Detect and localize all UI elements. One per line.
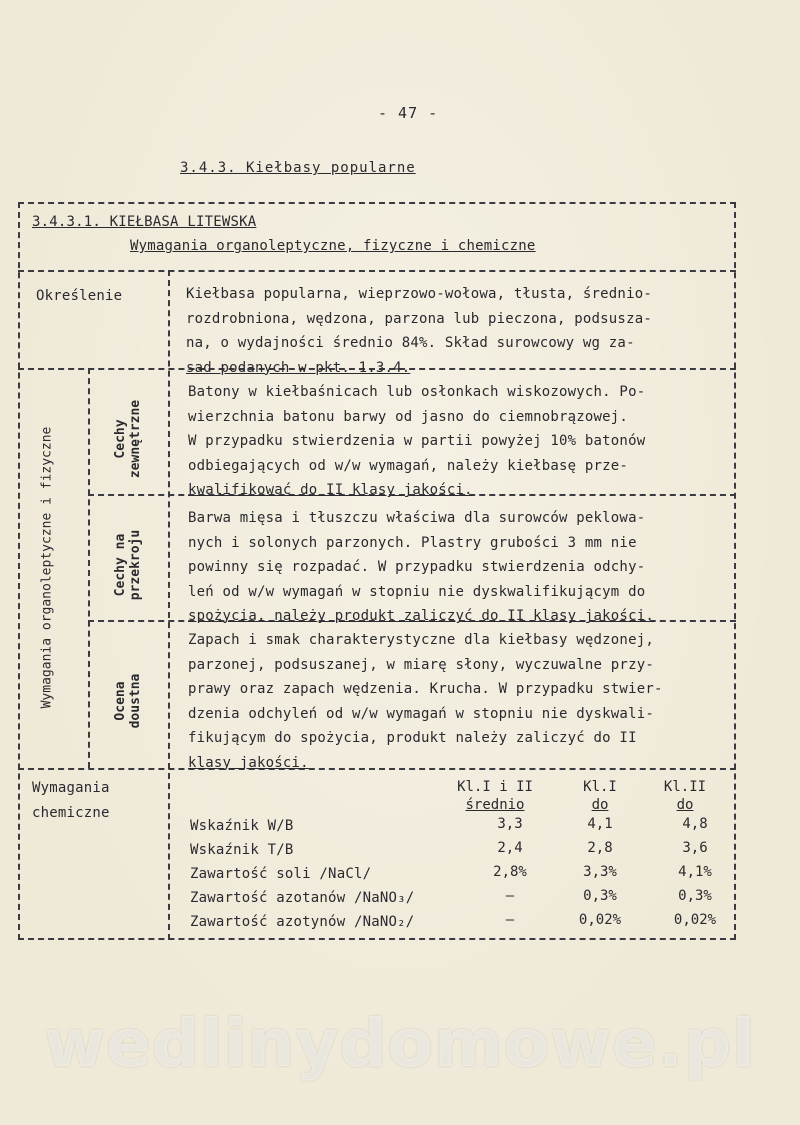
row-class1: 4,1	[587, 816, 613, 832]
text-line: na, o wydajności średnio 84%. Skład surowcowy wg za-	[186, 335, 635, 351]
row-name: Zawartość azotynów /NaNO₂/	[190, 914, 415, 930]
column-header-class1: Kl.I do	[583, 779, 617, 813]
row-avg: 2,8%	[493, 864, 527, 880]
row-name: Wskaźnik T/B	[190, 842, 294, 858]
external-label: Cechy zewnętrzne	[113, 399, 143, 479]
row-class2: 0,02%	[673, 912, 717, 928]
text-line: kwalifikować do II klasy jakości.	[188, 482, 473, 498]
text-line: sad podanych w pkt. 1.3.4.	[186, 359, 411, 376]
text-line: rozdrobniona, wędzona, parzona lub pieczona, podsusza-	[186, 310, 652, 327]
row-avg: 3,3	[497, 816, 523, 832]
text-line: odbiegających od w/w wymagań, należy kiełbasę prze-	[188, 457, 629, 474]
external-text	[188, 380, 645, 503]
column-header-class2: Kl.II do	[663, 779, 707, 813]
row-class1: 0,02%	[578, 912, 622, 928]
text-line: nych i solonych parzonych. Plastry grubości 3 mm nie	[188, 534, 637, 551]
row-class2: 0,3%	[678, 888, 712, 904]
organoleptic-group-label: Wymagania organoleptyczne i fizyczne	[39, 426, 55, 709]
row-name: Zawartość azotanów /NaNO₃/	[190, 890, 415, 906]
taste-label: Ocena doustna	[113, 673, 143, 729]
row-class2: 4,1%	[678, 864, 712, 880]
watermark: wedlinydomowe.pl	[44, 1005, 756, 1082]
row-class1: 0,3%	[583, 888, 617, 904]
divider	[18, 270, 736, 272]
column-header-avg: Kl.I i II średnio	[457, 779, 533, 813]
row-avg: –	[505, 912, 515, 928]
text-line: klasy jakości.	[188, 754, 309, 771]
text-line: Batony w kiełbaśnicach lub osłonkach wiskozowych. Po-	[188, 384, 646, 400]
text-line: Barwa mięsa i tłuszczu właściwa dla surowców peklowa-	[188, 510, 646, 526]
product-heading: 3.4.3.1. KIEŁBASA LITEWSKA	[32, 214, 257, 230]
cross-section-label: Cechy na przekroju	[113, 529, 143, 601]
text-line: W przypadku stwierdzenia w partii powyżej 10% batonów	[188, 433, 646, 449]
row-name: Wskaźnik W/B	[190, 818, 294, 834]
definition-text	[186, 282, 652, 380]
page-number: - 47 -	[378, 104, 439, 122]
requirements-heading: Wymagania organoleptyczne, fizyczne i chemiczne	[130, 238, 536, 254]
divider	[168, 270, 170, 940]
row-class2: 3,6	[682, 840, 708, 856]
text-line: dzenia odchyleń od w/w wymagań w stopniu nie dyskwali-	[188, 705, 654, 722]
text-line: wierzchnia batonu barwy od jasno do ciemnobrązowej.	[188, 408, 629, 425]
row-class1: 3,3%	[583, 864, 617, 880]
text-line: fikującym do spożycia, produkt należy zaliczyć do II	[188, 730, 637, 746]
text-line: Kiełbasa popularna, wieprzowo-wołowa, tłusta, średnio-	[186, 286, 652, 302]
text-line: spożycia, należy produkt zaliczyć do II klasy jakości.	[188, 608, 654, 624]
text-line: parzonej, podsuszanej, w miarę słony, wyczuwalne przy-	[188, 656, 654, 673]
definition-label: Określenie	[36, 288, 123, 304]
divider	[88, 368, 90, 768]
taste-text	[188, 628, 663, 775]
section-title: 3.4.3. Kiełbasy popularne	[180, 160, 416, 176]
row-class2: 4,8	[682, 816, 708, 832]
row-class1: 2,8	[587, 840, 613, 856]
text-line: Zapach i smak charakterystyczne dla kiełbasy wędzonej,	[188, 632, 654, 648]
cross-section-text	[188, 506, 654, 629]
chemical-label: Wymagania chemiczne	[32, 780, 110, 821]
row-name: Zawartość soli /NaCl/	[190, 866, 372, 882]
row-avg: –	[505, 888, 515, 904]
text-line: prawy oraz zapach wędzenia. Krucha. W przypadku stwier-	[188, 681, 663, 697]
text-line: powinny się rozpadać. W przypadku stwierdzenia odchy-	[188, 559, 646, 575]
text-line: leń od w/w wymagań w stopniu nie dyskwalifikującym do	[188, 583, 646, 600]
row-avg: 2,4	[497, 840, 523, 856]
